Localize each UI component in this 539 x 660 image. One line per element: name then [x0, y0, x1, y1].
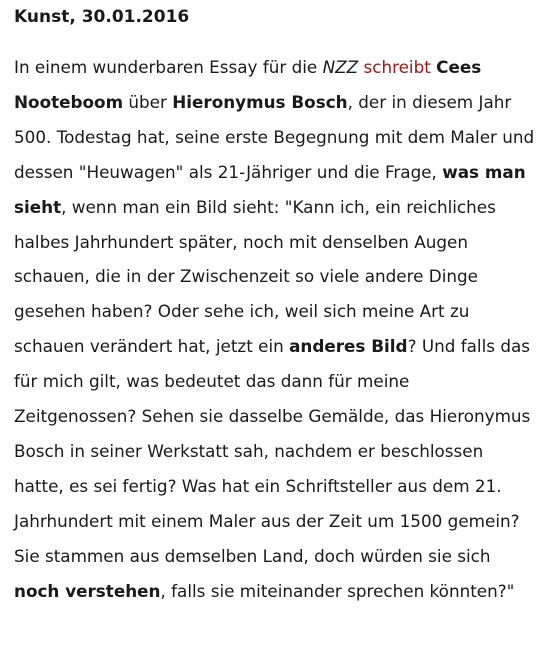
publication-name: NZZ [322, 57, 359, 77]
text-segment: , falls sie miteinander sprechen könnten?" [160, 580, 515, 601]
author-name: Cees Nooteboom [14, 57, 482, 112]
text-segment: , wenn man ein Bild sieht: "Kann ich, ein reichliches halbes Jahrhundert später, noch mit denselben Augen schauen, die in der Zwischenzeit so viele andere Dinge gesehen haben? Oder sehe ich, weil sich meine Art zu schauen verändert hat, jetzt ein [14, 196, 496, 357]
emphasis-was-man-sieht: was man sieht [14, 161, 526, 217]
painter-name: Hieronymus Bosch [172, 91, 348, 112]
text-segment: über [123, 91, 173, 112]
text-segment: In einem wunderbaren Essay für die [14, 57, 323, 77]
schreibt-link[interactable]: schreibt [363, 57, 431, 77]
emphasis-anderes-bild: anderes Bild [289, 336, 408, 357]
article-paragraph [14, 50, 536, 609]
text-segment: ? Und falls das für mich gilt, was bedeutet das dann für meine Zeitgenossen? Sehen sie dasselbe Gemälde, das Hieronymus Bosch in seiner Werkstatt sah, nachdem er beschlossen hatte, es sei fertig? Was hat ein Schriftsteller aus dem 21. Jahrhundert mit einem Maler aus der Zeit um 1500 gemein? Sie stammen aus demselben Land, doch würden sie sich [14, 336, 531, 566]
emphasis-noch-verstehen: noch verstehen [14, 580, 161, 601]
text-segment: , der in diesem Jahr 500. Todestag hat, seine erste Begegnung mit dem Maler und dessen "Heuwagen" als 21-Jähriger und die Frage, [14, 91, 535, 182]
section-date-heading: Kunst, 30.01.2016 [14, 7, 190, 27]
